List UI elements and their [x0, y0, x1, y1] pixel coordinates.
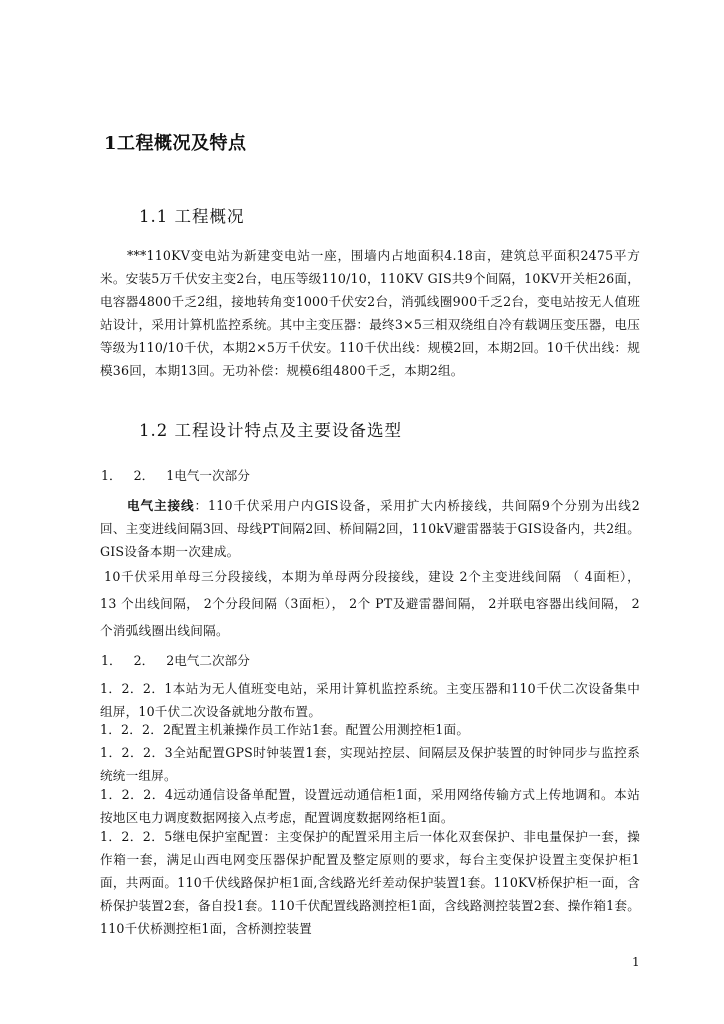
item-1-2-2-4: 1．2．2．4远动通信设备单配置，设置远动通信柜1面，采用网络传输方式上传地调和。本站按地区电力调度数据网接入点考虑，配置调度数据网络柜1面。 — [100, 787, 640, 825]
intro-paragraph: ***110KV变电站为新建变电站一座，围墙内占地面积4.18亩，建筑总平面积2475平方米。安装5万千伏安主变2台，电压等级110/10，110KV GIS共9个间隔，10KV开关柜26面，电容器4800千乏2组，接地转角变1000千伏安2台，消弧线圈900千乏2台，变电站按无人值班站设计，采用计算机监控系统。其中主变压器：最终3×5三相双绕组自冷有载调压变压器，电压等级为110/10千伏，本期2×5万千伏安。110千伏出线：规模2回，本期2回。10千伏出线：规模36回，本期13回。无功补偿：规模6组4800千乏，本期2组。 — [100, 248, 640, 378]
main-wiring-text: ：110千伏采用户内GIS设备，采用扩大内桥接线，共间隔9个分别为出线2回、主变进线间隔3回、母线PT间隔2回、桥间隔2回，110kV避雷器装于GIS设备内，共2组。GIS设备本期一次建成。 — [100, 498, 640, 559]
10kv-wiring-paragraph: 10千伏采用单母三分段接线，本期为单母两分段接线，建设 2个主变进线间隔 （ 4面柜）， 13 个出线间隔， 2个分段间隔（3面柜）， 2个 PT及避雷器间隔， 2并联电容器出线间隔， 2个消弧线圈出线间隔。 — [100, 569, 640, 638]
main-wiring-paragraph — [100, 494, 640, 563]
item-1-2-2-1: 1．2．2．1本站为无人值班变电站，采用计算机监控系统。主变压器和110千伏二次设备集中组屏，10千伏二次设备就地分散布置。 — [100, 681, 640, 719]
subsection-heading-secondary: 1． 2． 2电气二次部分 — [101, 653, 250, 668]
section-heading-1-2: 1.2 工程设计特点及主要设备选型 — [139, 421, 402, 440]
chapter-title: 1工程概况及特点 — [104, 133, 247, 154]
subsection-heading-primary: 1． 2． 1电气一次部分 — [101, 468, 250, 483]
section-heading-1-1: 1.1 工程概况 — [139, 207, 245, 226]
item-1-2-2-2: 1．2．2．2配置主机兼操作员工作站1套。配置公用测控柜1面。 — [100, 722, 470, 737]
item-1-2-2-5: 1．2．2．5继电保护室配置：主变保护的配置采用主后一体化双套保护、非电量保护一套，操作箱一套，满足山西电网变压器保护配置及整定原则的要求，每台主变保护设置主变保护柜1面，共两面。110千伏线路保护柜1面,含线路光纤差动保护装置1套。110KV桥保护柜一面，含桥保护装置2套，备自投1套。110千伏配置线路测控柜1面，含线路测控装置2套、操作箱1套。110千伏桥测控柜1面，含桥测控装置 — [100, 829, 640, 936]
item-1-2-2-3: 1．2．2．3全站配置GPS时钟装置1套，实现站控层、间隔层及保护装置的时钟同步与监控系统统一组屏。 — [100, 745, 640, 783]
page-number: 1 — [632, 955, 640, 969]
main-wiring-label: 电气主接线 — [127, 498, 195, 513]
